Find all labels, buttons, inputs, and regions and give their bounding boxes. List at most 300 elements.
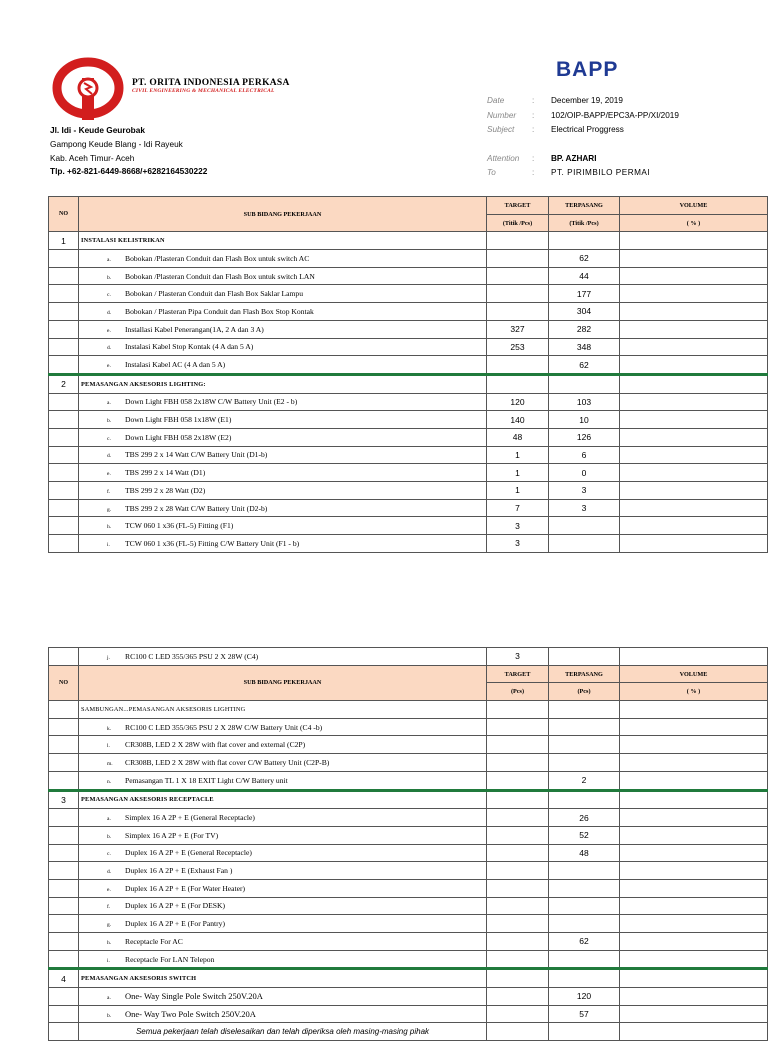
item-text: Installasi Kabel Penerangan(1A, 2 A dan 3 A): [125, 324, 264, 334]
row-no-cell: [49, 320, 79, 338]
table-row: [49, 428, 768, 446]
table-row: [49, 517, 768, 535]
row-terpasang: 26: [549, 809, 620, 827]
row-description: [79, 915, 487, 933]
row-description: [79, 499, 487, 517]
row-no-cell: [49, 718, 79, 736]
row-terpasang: 10: [549, 411, 620, 429]
row-volume: [620, 1023, 768, 1041]
col-header-sub: SUB BIDANG PEKERJAAN: [79, 197, 487, 232]
col-header-target-unit: (Pcs): [487, 683, 549, 701]
row-description: [79, 736, 487, 754]
table-row: [49, 736, 768, 754]
row-no-cell: [49, 464, 79, 482]
address-line-2: Gampong Keude Blang - Idi Rayeuk: [50, 139, 183, 149]
item-text: One- Way Two Pole Switch 250V.20A: [125, 1009, 256, 1020]
row-no-cell: [49, 826, 79, 844]
item-text: RC100 C LED 355/365 PSU 2 X 28W C/W Battery Unit (C4 -b): [125, 722, 323, 732]
row-terpasang: 62: [549, 933, 620, 951]
address-line-3: Kab. Aceh Timur- Aceh: [50, 153, 135, 163]
row-target: 48: [487, 428, 549, 446]
row-description: [79, 933, 487, 951]
table-row: [49, 897, 768, 915]
col-header-target-unit: (Titik /Pcs): [487, 214, 549, 232]
row-description: [79, 897, 487, 915]
item-text: TBS 299 2 x 14 Watt C/W Battery Unit (D1-b): [125, 450, 268, 460]
row-target: [487, 790, 549, 809]
item-letter: f.: [107, 488, 111, 495]
row-no-cell: [49, 499, 79, 517]
row-terpasang: 44: [549, 267, 620, 285]
section-row: [49, 374, 768, 393]
row-no-cell: [49, 303, 79, 321]
row-terpasang: 52: [549, 826, 620, 844]
row-terpasang: [549, 701, 620, 719]
row-description: [79, 517, 487, 535]
row-volume: [620, 250, 768, 268]
row-volume: [620, 1005, 768, 1023]
table-row: [49, 535, 768, 553]
item-text: Instalasi Kabel AC (4 A dan 5 A): [125, 360, 226, 370]
company-logo: [50, 56, 130, 122]
table-row: [49, 809, 768, 827]
row-volume: [620, 718, 768, 736]
meta-value-to: PT. PIRIMBILO PERMAI: [551, 168, 651, 177]
table-row: [49, 1005, 768, 1023]
item-letter: a.: [107, 256, 111, 263]
item-letter: j.: [107, 654, 110, 661]
row-target: [487, 862, 549, 880]
row-terpasang: [549, 517, 620, 535]
item-text: TBS 299 2 x 28 Watt C/W Battery Unit (D2-b): [125, 503, 268, 513]
table-row: [49, 879, 768, 897]
row-target: [487, 879, 549, 897]
row-description: [79, 718, 487, 736]
row-terpasang: 103: [549, 393, 620, 411]
table-row: [49, 718, 768, 736]
row-description: [79, 844, 487, 862]
table-row: [49, 754, 768, 772]
col-header-volume-unit: ( % ): [620, 214, 768, 232]
col-header-terpasang: TERPASANG: [549, 665, 620, 683]
item-text: Down Light FBH 058 2x18W (E2): [125, 432, 232, 442]
row-target: [487, 809, 549, 827]
row-volume: [620, 969, 768, 988]
row-description: [79, 862, 487, 880]
row-no-cell: [49, 736, 79, 754]
item-text: TCW 060 1 x36 (FL-5) Fitting (F1): [125, 521, 234, 531]
row-description: [79, 1005, 487, 1023]
item-letter: g.: [107, 922, 112, 929]
meta-value-number: 102/OIP-BAPP/EPC3A-PP/XI/2019: [551, 111, 679, 120]
row-volume: [620, 428, 768, 446]
meta-label-number: Number: [487, 111, 517, 120]
meta-colon: :: [532, 125, 535, 134]
table-row: [49, 915, 768, 933]
row-no-cell: [49, 897, 79, 915]
row-no-cell: [49, 844, 79, 862]
company-tagline: CIVIL ENGINEERING & MECHANICAL ELECTRICAL: [132, 88, 275, 94]
row-target: 1: [487, 446, 549, 464]
item-letter: e.: [107, 471, 111, 478]
item-text: TCW 060 1 x36 (FL-5) Fitting C/W Battery Unit (F1 - b): [125, 538, 300, 548]
item-text: Down Light FBH 058 1x18W (E1): [125, 415, 232, 425]
row-target: 140: [487, 411, 549, 429]
item-text: Duplex 16 A 2P + E (General Receptacle): [125, 848, 252, 858]
item-letter: a.: [107, 400, 111, 407]
row-target: [487, 374, 549, 393]
meta-value-subject: Electrical Proggress: [551, 125, 624, 134]
item-letter: e.: [107, 363, 111, 370]
item-text: Simplex 16 A 2P + E (General Receptacle): [125, 813, 255, 823]
item-letter: b.: [107, 1013, 112, 1020]
row-description: [79, 338, 487, 356]
item-letter: f.: [107, 904, 111, 911]
row-terpasang: [549, 790, 620, 809]
item-text: RC100 C LED 355/365 PSU 2 X 28W (C4): [125, 651, 259, 661]
row-description: [79, 826, 487, 844]
meta-colon: :: [532, 168, 535, 177]
phone-number: Tlp. +62-821-6449-8668/+6282164530222: [50, 166, 208, 176]
meta-label-to: To: [487, 168, 496, 177]
section-row: [49, 232, 768, 250]
item-letter: d.: [107, 345, 112, 352]
meta-value-date: December 19, 2019: [551, 96, 623, 105]
row-terpasang: 62: [549, 356, 620, 375]
item-text: Duplex 16 A 2P + E (For DESK): [125, 901, 225, 911]
row-volume: [620, 826, 768, 844]
row-no-cell: [49, 356, 79, 375]
col-header-volume: VOLUME: [620, 665, 768, 683]
row-terpasang: 282: [549, 320, 620, 338]
table-row: [49, 411, 768, 429]
item-letter: d.: [107, 453, 112, 460]
col-header-terpasang-unit: (Pcs): [549, 683, 620, 701]
section-title: PEMASANGAN AKSESORIS LIGHTING:: [79, 374, 487, 393]
row-no-cell: [49, 1005, 79, 1023]
row-terpasang: [549, 232, 620, 250]
row-no-cell: [49, 517, 79, 535]
row-target: [487, 897, 549, 915]
table-row: [49, 482, 768, 500]
row-volume: [620, 701, 768, 719]
item-letter: g.: [107, 506, 112, 513]
address-line-1: Jl. Idi - Keude Geurobak: [50, 125, 145, 135]
section-number: 3: [49, 790, 79, 809]
row-target: [487, 303, 549, 321]
row-volume: [620, 736, 768, 754]
item-letter: a.: [107, 816, 111, 823]
meta-label-subject: Subject: [487, 125, 515, 134]
row-target: 3: [487, 517, 549, 535]
row-no-cell: [49, 267, 79, 285]
row-no-cell: [49, 915, 79, 933]
row-no-cell: [49, 285, 79, 303]
row-no-cell: [49, 250, 79, 268]
table-row: [49, 933, 768, 951]
row-no-cell: [49, 446, 79, 464]
item-text: One- Way Single Pole Switch 250V.20A: [125, 991, 263, 1002]
item-letter: b.: [107, 274, 112, 281]
row-no-cell: [49, 809, 79, 827]
row-volume: [620, 393, 768, 411]
item-text: Duplex 16 A 2P + E (For Water Heater): [125, 883, 246, 893]
item-letter: e.: [107, 886, 111, 893]
item-letter: n.: [107, 778, 112, 785]
row-target: [487, 232, 549, 250]
company-name: PT. ORITA INDONESIA PERKASA: [132, 78, 290, 88]
work-table-page-1: [48, 196, 768, 553]
item-letter: h.: [107, 524, 112, 531]
row-target: [487, 1005, 549, 1023]
item-text: Simplex 16 A 2P + E (For TV): [125, 830, 219, 840]
section-title: SAMBUNGAN...PEMASANGAN AKSESORIS LIGHTING: [79, 701, 487, 719]
footer-row: [49, 1023, 768, 1041]
row-terpasang: 126: [549, 428, 620, 446]
row-no-cell: [49, 754, 79, 772]
item-text: Duplex 16 A 2P + E (For Pantry): [125, 919, 225, 929]
row-target: [487, 250, 549, 268]
row-terpasang: [549, 648, 620, 666]
row-terpasang: 48: [549, 844, 620, 862]
item-text: Bobokan /Plasteran Conduit dan Flash Box untuk switch AC: [125, 253, 310, 263]
row-terpasang: 3: [549, 482, 620, 500]
work-table-page-2: [48, 647, 768, 1041]
row-no-cell: [49, 428, 79, 446]
row-terpasang: [549, 862, 620, 880]
item-text: Duplex 16 A 2P + E (Exhaust Fan ): [125, 866, 233, 876]
row-terpasang: 6: [549, 446, 620, 464]
table-row: [49, 499, 768, 517]
row-description: [79, 754, 487, 772]
table-row: [49, 988, 768, 1006]
section-row: [49, 969, 768, 988]
row-description: [79, 988, 487, 1006]
row-description: [79, 356, 487, 375]
row-terpasang: [549, 754, 620, 772]
row-description: [79, 464, 487, 482]
row-volume: [620, 482, 768, 500]
row-description: [79, 446, 487, 464]
row-description: [79, 267, 487, 285]
item-letter: a.: [107, 995, 111, 1002]
item-letter: e.: [107, 327, 111, 334]
footer-note: Semua pekerjaan telah diselesaikan dan telah diperiksa oleh masing-masing pihak: [79, 1023, 487, 1041]
section-number: 2: [49, 374, 79, 393]
row-terpasang: 120: [549, 988, 620, 1006]
table-row: [49, 826, 768, 844]
item-letter: i.: [107, 541, 110, 548]
row-target: 1: [487, 464, 549, 482]
item-letter: c.: [107, 435, 111, 442]
row-volume: [620, 517, 768, 535]
row-description: [79, 648, 487, 666]
row-volume: [620, 933, 768, 951]
row-target: [487, 915, 549, 933]
row-terpasang: [549, 718, 620, 736]
row-volume: [620, 950, 768, 969]
row-volume: [620, 464, 768, 482]
row-target: [487, 826, 549, 844]
meta-colon: :: [532, 154, 535, 163]
row-target: 253: [487, 338, 549, 356]
row-description: [79, 950, 487, 969]
row-target: [487, 736, 549, 754]
item-text: Receptacle For LAN Telepon: [125, 954, 215, 964]
col-header-target: TARGET: [487, 665, 549, 683]
item-text: CR308B, LED 2 X 28W with flat cover and external (C2P): [125, 740, 306, 750]
row-terpasang: [549, 969, 620, 988]
row-no-cell: [49, 648, 79, 666]
section-row: [49, 701, 768, 719]
row-target: 120: [487, 393, 549, 411]
table-row: [49, 950, 768, 969]
item-text: Down Light FBH 058 2x18W C/W Battery Unit (E2 - b): [125, 397, 298, 407]
row-description: [79, 879, 487, 897]
row-description: [79, 771, 487, 790]
item-letter: b.: [107, 418, 112, 425]
row-terpasang: 177: [549, 285, 620, 303]
row-target: 327: [487, 320, 549, 338]
table-row: [49, 250, 768, 268]
row-target: [487, 701, 549, 719]
row-terpasang: 57: [549, 1005, 620, 1023]
row-volume: [620, 809, 768, 827]
row-description: [79, 809, 487, 827]
row-target: 3: [487, 648, 549, 666]
item-letter: k.: [107, 725, 112, 732]
row-target: [487, 356, 549, 375]
row-no-cell: [49, 988, 79, 1006]
row-no-cell: [49, 771, 79, 790]
section-number: 1: [49, 232, 79, 250]
item-text: Bobokan / Plasteran Conduit dan Flash Box Saklar Lampu: [125, 289, 304, 299]
row-volume: [620, 648, 768, 666]
row-volume: [620, 499, 768, 517]
row-target: [487, 771, 549, 790]
row-target: [487, 267, 549, 285]
table-row: [49, 771, 768, 790]
row-target: [487, 844, 549, 862]
row-volume: [620, 374, 768, 393]
row-volume: [620, 303, 768, 321]
row-volume: [620, 267, 768, 285]
row-description: [79, 285, 487, 303]
row-terpasang: [549, 374, 620, 393]
row-volume: [620, 411, 768, 429]
table-row: [49, 446, 768, 464]
row-terpasang: [549, 950, 620, 969]
col-header-no: NO: [49, 665, 79, 700]
row-target: [487, 285, 549, 303]
row-terpasang: [549, 736, 620, 754]
row-description: [79, 303, 487, 321]
row-terpasang: 62: [549, 250, 620, 268]
row-volume: [620, 988, 768, 1006]
row-volume: [620, 844, 768, 862]
item-text: Pemasangan TL 1 X 18 EXIT Light C/W Battery unit: [125, 775, 288, 785]
row-target: [487, 1023, 549, 1041]
col-header-no: NO: [49, 197, 79, 232]
row-no-cell: [49, 535, 79, 553]
row-no-cell: [49, 879, 79, 897]
col-header-volume: VOLUME: [620, 197, 768, 215]
document-title: BAPP: [556, 58, 619, 81]
row-volume: [620, 285, 768, 303]
row-volume: [620, 754, 768, 772]
row-volume: [620, 446, 768, 464]
row-terpasang: [549, 915, 620, 933]
row-terpasang: 348: [549, 338, 620, 356]
row-target: [487, 718, 549, 736]
row-no-cell: [49, 950, 79, 969]
row-volume: [620, 790, 768, 809]
row-volume: [620, 862, 768, 880]
item-text: Receptacle For AC: [125, 936, 183, 946]
section-title: INSTALASI KELISTRIKAN: [79, 232, 487, 250]
table-row: [49, 320, 768, 338]
row-terpasang: 304: [549, 303, 620, 321]
row-description: [79, 411, 487, 429]
row-terpasang: [549, 897, 620, 915]
col-header-terpasang: TERPASANG: [549, 197, 620, 215]
row-volume: [620, 771, 768, 790]
row-volume: [620, 232, 768, 250]
item-letter: c.: [107, 851, 111, 858]
meta-value-attention: BP. AZHARI: [551, 154, 597, 163]
table-row: [49, 303, 768, 321]
row-no-cell: [49, 1023, 79, 1041]
row-description: [79, 535, 487, 553]
table-row: [49, 267, 768, 285]
item-text: Bobokan /Plasteran Conduit dan Flash Box untuk switch LAN: [125, 271, 315, 281]
row-target: [487, 988, 549, 1006]
meta-colon: :: [532, 111, 535, 120]
row-no-cell: [49, 701, 79, 719]
row-terpasang: [549, 879, 620, 897]
section-title: PEMASANGAN AKSESORIS RECEPTACLE: [79, 790, 487, 809]
row-no-cell: [49, 338, 79, 356]
item-letter: m.: [107, 760, 113, 767]
row-target: [487, 754, 549, 772]
row-target: 1: [487, 482, 549, 500]
row-target: [487, 969, 549, 988]
row-no-cell: [49, 933, 79, 951]
row-volume: [620, 320, 768, 338]
meta-label-attention: Attention: [487, 154, 520, 163]
meta-colon: :: [532, 96, 535, 105]
item-letter: b.: [107, 833, 112, 840]
item-letter: i.: [107, 957, 110, 964]
row-volume: [620, 356, 768, 375]
row-volume: [620, 535, 768, 553]
table-row: [49, 356, 768, 375]
row-volume: [620, 915, 768, 933]
row-terpasang: [549, 535, 620, 553]
table-row: [49, 844, 768, 862]
item-letter: c.: [107, 292, 111, 299]
row-volume: [620, 897, 768, 915]
row-terpasang: 0: [549, 464, 620, 482]
row-terpasang: [549, 1023, 620, 1041]
section-row: [49, 790, 768, 809]
row-no-cell: [49, 393, 79, 411]
table-row: [49, 393, 768, 411]
row-target: 3: [487, 535, 549, 553]
item-text: TBS 299 2 x 28 Watt (D2): [125, 485, 206, 495]
table-row: [49, 862, 768, 880]
row-volume: [620, 338, 768, 356]
